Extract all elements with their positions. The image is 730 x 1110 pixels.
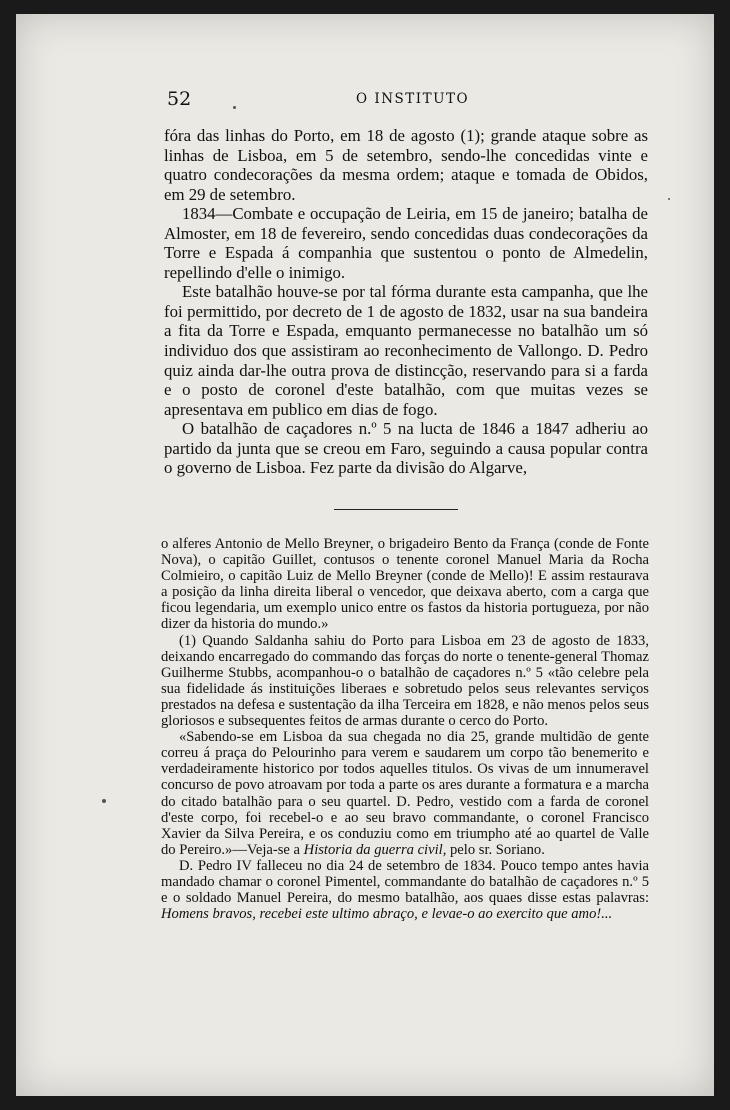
footnote-1-quote-text: «Sabendo-se em Lisboa da sua chegada no dia 25, grande multidão de gente correu á praça do Pelourinho para verem e saudarem um corpo tão benemerito e verdadeiramente historico por todos aquelles titulos. Os vivas de um innumeravel concurso de povo atroavam por toda a parte os ares durante a formatura e a marcha do citado batalhão para o seu quartel. D. Pedro, vestido com a farda de coronel d'este corpo, foi recebel-o e ao seu bravo commandante, o coronel Francisco Xavier da Silva Pereira, e os conduziu como em triumpho até ao quartel de Valle do Pereiro.»—Veja-se a <box>161 729 649 858</box>
book-reference: Historia da guerra civil, <box>303 841 447 858</box>
paragraph-2: 1834—Combate e occupação de Leiria, em 15 de janeiro; batalha de Almoster, em 18 de fevereiro, sendo concedidas duas condecorações da Torre e Espada á companhia que sustentou o ponto de Almedelin, repellindo d'elle o inimigo. <box>164 204 648 282</box>
running-title: O INSTITUTO <box>356 91 470 107</box>
footnotes <box>161 536 649 922</box>
footnote-2 <box>161 858 649 922</box>
main-text <box>164 126 648 478</box>
page-speck <box>668 198 670 200</box>
final-words-quote: Homens bravos, recebei este ultimo abraço, e levae-o ao exercito que amo!... <box>161 906 613 923</box>
footnote-2-text: D. Pedro IV falleceu no dia 24 de setembro de 1834. Pouco tempo antes havia mandado chamar o coronel Pimentel, commandante do batalhão de caçadores n.º 5 e o soldado Manuel Pereira, do mesmo batalhão, aos quaes disse estas palavras: <box>161 857 649 907</box>
paragraph-1: fóra das linhas do Porto, em 18 de agosto (1); grande ataque sobre as linhas de Lisboa, em 5 de setembro, sendo-lhe concedidas vinte e quatro condecorações da mesma ordem; ataque e tomada de Obidos, em 29 de setembro. <box>164 126 648 204</box>
page-number: 52 <box>167 88 192 110</box>
book-page <box>16 14 714 1096</box>
page-speck <box>233 106 236 109</box>
footnote-continuation: o alferes Antonio de Mello Breyner, o brigadeiro Bento da França (conde de Fonte Nova), o capitão Guillet, contusos o tenente coronel Manuel Maria da Rocha Colmieiro, o capitão Luiz de Mello Breyner (conde de Mello)! E assim restaurava a posição da linha direita liberal o vencedor, que deixava aberto, com a carga que ficou legendaria, um exemplo unico entre os fastos da historia portugueza, por não dizer da historia do mundo.» <box>161 536 649 633</box>
footnote-1-quote-end: pelo sr. Soriano. <box>446 841 545 858</box>
page-speck <box>102 799 106 803</box>
footnote-1-quote <box>161 729 649 858</box>
footnote-1: (1) Quando Saldanha sahiu do Porto para Lisboa em 23 de agosto de 1833, deixando encarregado do commando das forças do norte o tenente-general Thomaz Guilherme Stubbs, acompanhou-o o batalhão de caçadores n.º 5 «tão celebre pela sua fidelidade ás instituições liberaes e sobretudo pelos seus relevantes serviços prestados na defesa e sustentação da ilha Terceira em 1828, e não menos pelos seus gloriosos e subsequentes feitos de armas durante o cerco do Porto. <box>161 632 649 730</box>
page-header <box>16 88 714 112</box>
paragraph-3: Este batalhão houve-se por tal fórma durante esta campanha, que lhe foi permittido, por decreto de 1 de agosto de 1832, usar na sua bandeira a fita da Torre e Espada, emquanto permanecesse no batalhão um só individuo dos que assistiram ao reconhecimento de Vallongo. D. Pedro quiz ainda dar-lhe outra prova de distincção, reservando para si a farda e o posto de coronel d'este batalhão, com que muitas vezes se apresentava em publico em dias de fogo. <box>164 282 648 419</box>
footnote-separator <box>334 509 458 510</box>
paragraph-4: O batalhão de caçadores n.º 5 na lucta de 1846 a 1847 adheriu ao partido da junta que se creou em Faro, seguindo a causa popular contra o governo de Lisboa. Fez parte da divisão do Algarve, <box>164 419 648 478</box>
